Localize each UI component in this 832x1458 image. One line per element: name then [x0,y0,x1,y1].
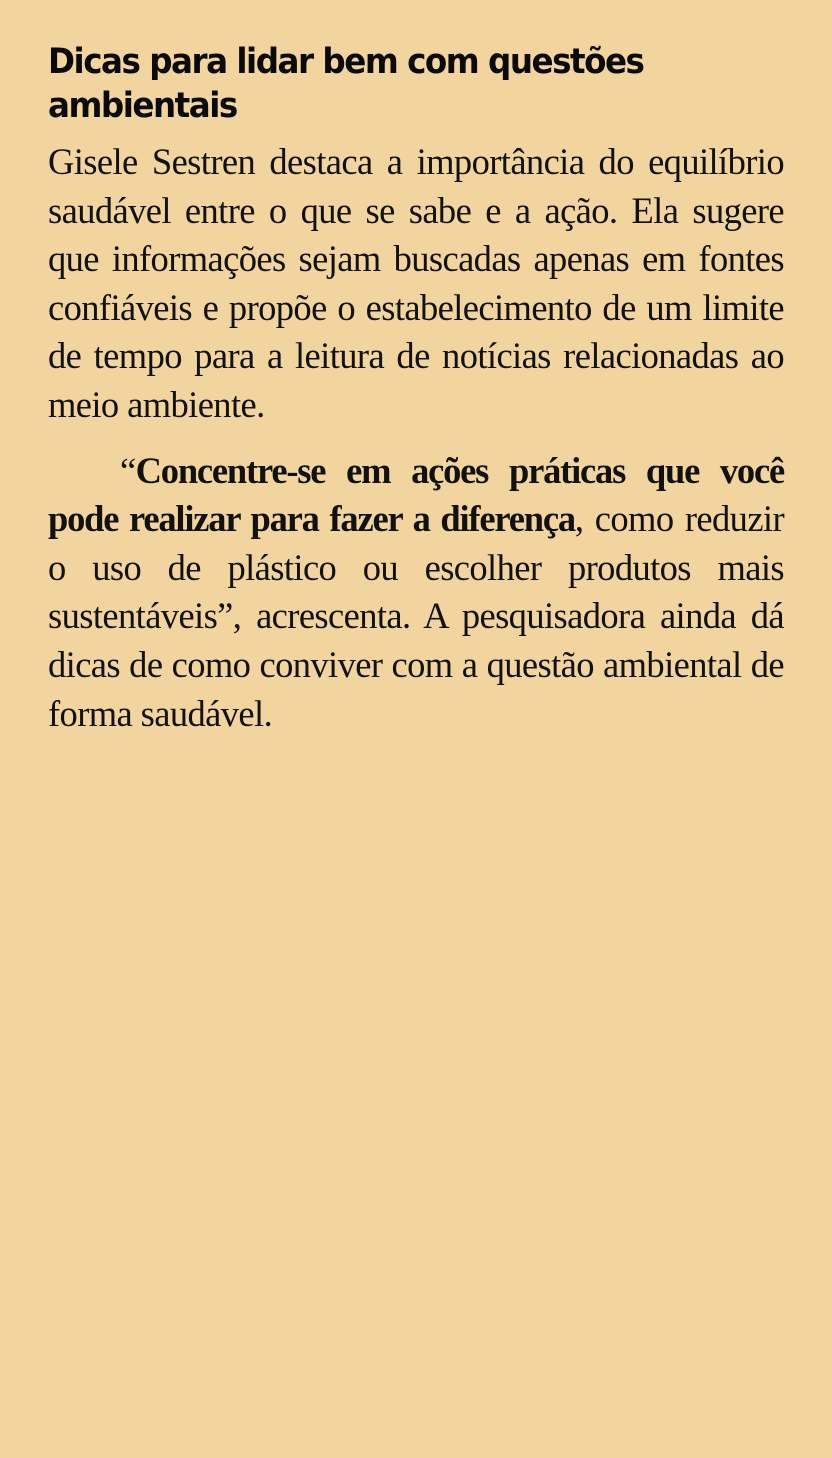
article-paragraph-1: Gisele Sestren destaca a importância do equilíbrio saudável entre o que se sabe e a ação. Ela sugere que informações sejam buscadas apenas em fontes confiáveis e propõe o estabelecimento de um limite de tempo para a leitura de notícias relacionadas ao meio ambiente. [48,141,784,425]
article-box [48,40,784,738]
open-quote: “ [120,449,136,491]
article-paragraph-2 [48,447,784,739]
article-title: Dicas para lidar bem com questões ambientais [48,42,644,126]
highlighted-quote: Concentre-se em ações práticas que você pode realizar para fazer a diferença [48,449,784,540]
paragraph-continuation: , como reduzir o uso de plástico ou escolher produtos mais sustentáveis”, acrescenta. A pesquisadora ainda dá dicas de como conviver com a questão ambiental de forma saudável. [48,498,785,734]
